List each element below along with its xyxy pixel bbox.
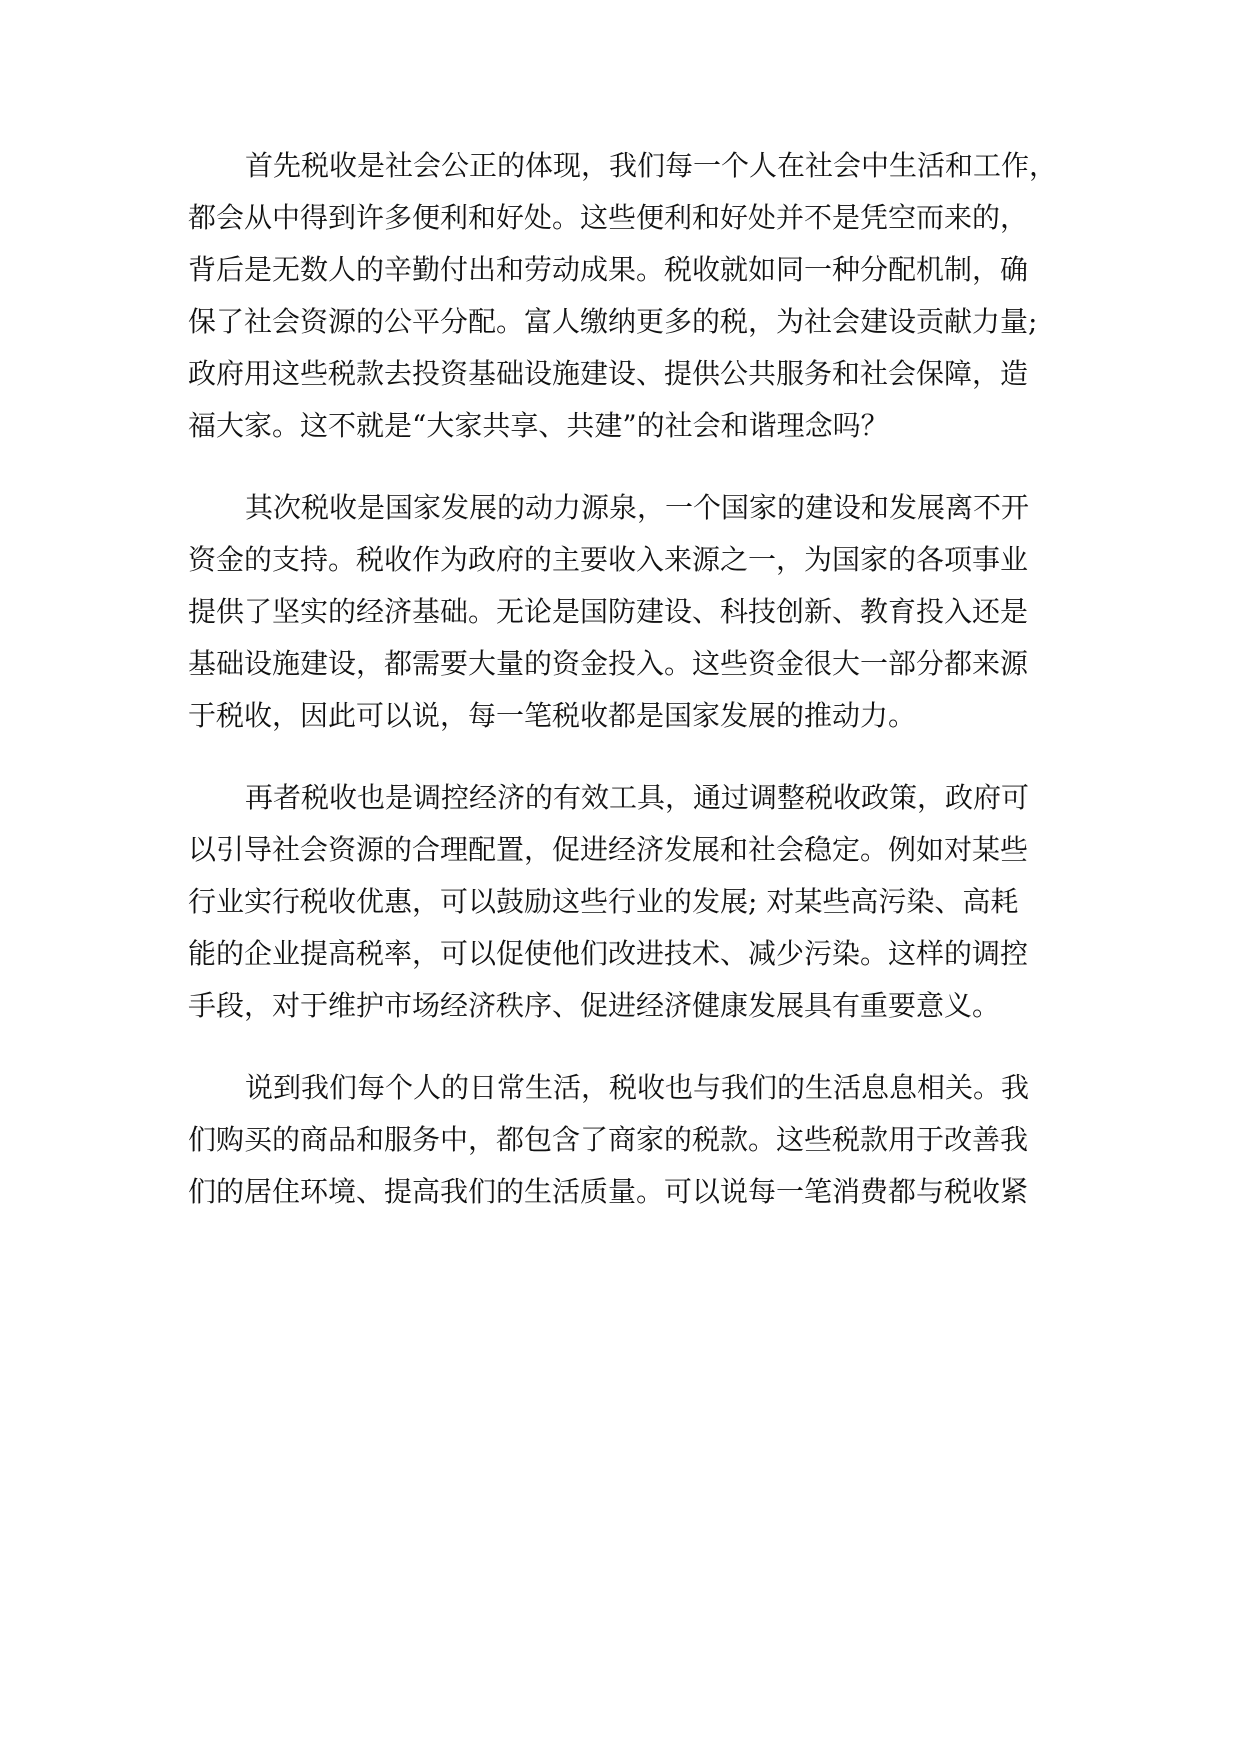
text-line: 行业实行税收优惠，可以鼓励这些行业的发展; 对某些高污染、高耗 (188, 885, 1019, 918)
text-line: 其次税收是国家发展的动力源泉，一个国家的建设和发展离不开 (245, 491, 1030, 524)
text-line: 都会从中得到许多便利和好处。这些便利和好处并不是凭空而来的， (188, 201, 1029, 234)
text-line: 再者税收也是调控经济的有效工具，通过调整税收政策，政府可 (245, 781, 1030, 814)
text-line: 们购买的商品和服务中，都包含了商家的税款。这些税款用于改善我 (188, 1123, 1029, 1156)
text-line: 提供了坚实的经济基础。无论是国防建设、科技创新、教育投入还是 (188, 595, 1029, 628)
text-line: 资金的支持。税收作为政府的主要收入来源之一，为国家的各项事业 (188, 543, 1029, 576)
paragraph-3 (188, 772, 1068, 1032)
text-line: 说到我们每个人的日常生活，税收也与我们的生活息息相关。我 (245, 1071, 1030, 1104)
text-line: 能的企业提高税率，可以促使他们改进技术、减少污染。这样的调控 (188, 937, 1029, 970)
text-line: 福大家。这不就是“大家共享、共建”的社会和谐理念吗？ (188, 409, 889, 442)
text-line: 保了社会资源的公平分配。富人缴纳更多的税，为社会建设贡献力量; (188, 305, 1038, 338)
text-line: 以引导社会资源的合理配置，促进经济发展和社会稳定。例如对某些 (188, 833, 1029, 866)
paragraph-1 (188, 140, 1068, 452)
document-body (188, 140, 1068, 1248)
text-line: 背后是无数人的辛勤付出和劳动成果。税收就如同一种分配机制，确 (188, 253, 1029, 286)
paragraph-2 (188, 482, 1068, 742)
paragraph-4 (188, 1062, 1068, 1218)
text-line: 政府用这些税款去投资基础设施建设、提供公共服务和社会保障，造 (188, 357, 1029, 390)
text-line: 于税收，因此可以说，每一笔税收都是国家发展的推动力。 (188, 699, 917, 732)
text-line: 手段，对于维护市场经济秩序、促进经济健康发展具有重要意义。 (188, 989, 1001, 1022)
text-line: 们的居住环境、提高我们的生活质量。可以说每一笔消费都与税收紧 (188, 1175, 1029, 1208)
text-line: 首先税收是社会公正的体现，我们每一个人在社会中生活和工作， (245, 149, 1058, 182)
text-line: 基础设施建设，都需要大量的资金投入。这些资金很大一部分都来源 (188, 647, 1029, 680)
